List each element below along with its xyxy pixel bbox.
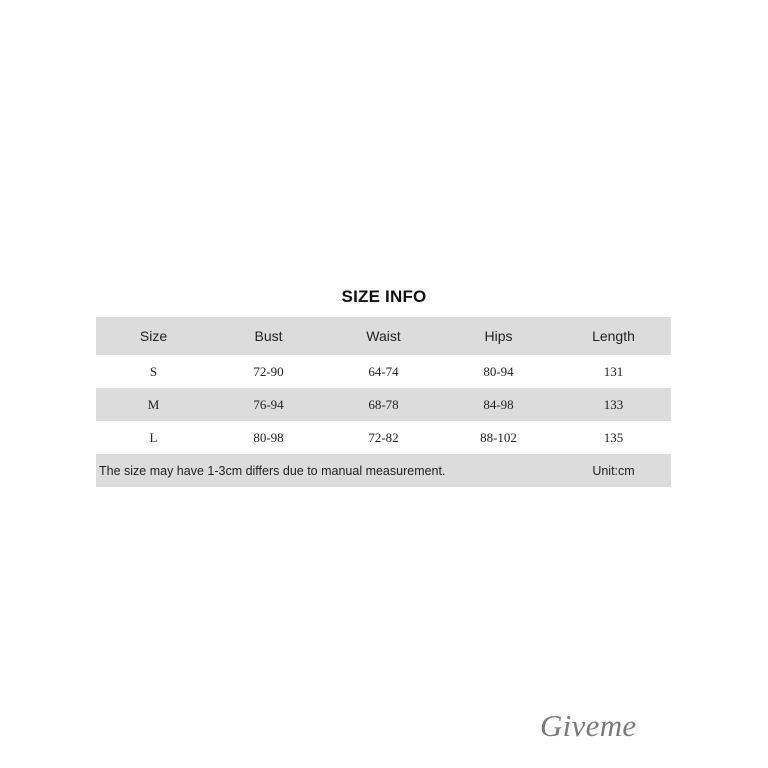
cell-waist: 64-74 xyxy=(368,363,399,379)
table-row xyxy=(96,421,671,454)
cell-length: 133 xyxy=(603,396,624,412)
cell-size: L xyxy=(149,429,158,445)
measurement-note: The size may have 1-3cm differs due to manual measurement. xyxy=(99,463,446,478)
cell-size: S xyxy=(149,363,158,379)
page-title: SIZE INFO xyxy=(341,287,427,306)
table-header-row xyxy=(96,317,671,355)
cell-length: 135 xyxy=(603,429,624,445)
footnote-row xyxy=(96,454,671,487)
unit-label: Unit:cm xyxy=(592,463,635,478)
cell-bust: 72-90 xyxy=(253,363,284,379)
cell-hips: 88-102 xyxy=(480,429,517,445)
cell-length: 131 xyxy=(603,363,624,379)
brand-watermark: Giveme xyxy=(540,708,637,743)
size-table xyxy=(96,317,671,487)
header-length: Length xyxy=(592,328,635,344)
header-size: Size xyxy=(139,328,168,344)
table-row xyxy=(96,388,671,421)
header-bust: Bust xyxy=(254,328,283,344)
cell-waist: 68-78 xyxy=(368,396,399,412)
table-row xyxy=(96,355,671,388)
cell-size: M xyxy=(147,396,160,412)
cell-waist: 72-82 xyxy=(368,429,399,445)
cell-hips: 80-94 xyxy=(483,363,514,379)
header-hips: Hips xyxy=(484,328,513,344)
cell-bust: 76-94 xyxy=(253,396,284,412)
cell-hips: 84-98 xyxy=(483,396,514,412)
cell-bust: 80-98 xyxy=(253,429,284,445)
header-waist: Waist xyxy=(366,328,401,344)
